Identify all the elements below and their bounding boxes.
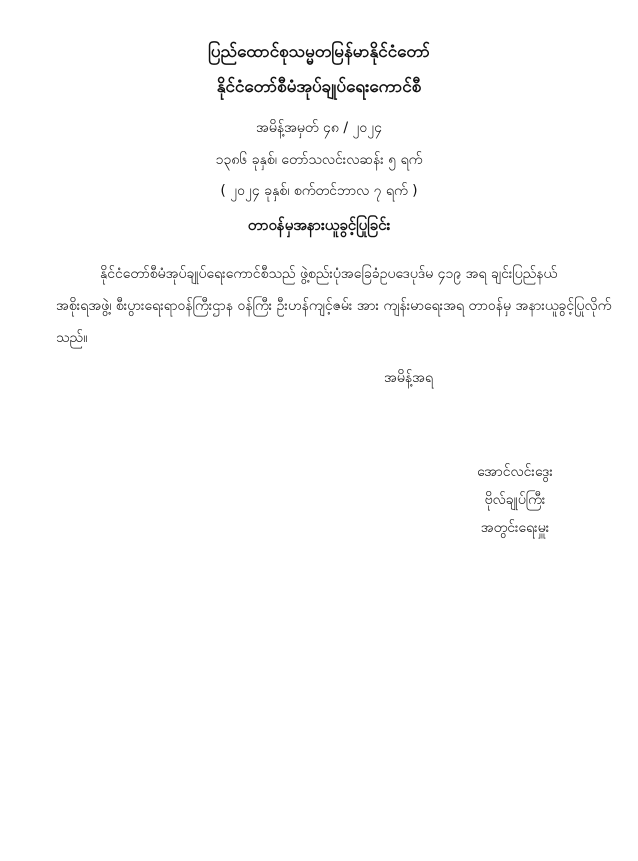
council-name-heading: နိုင်ငံတော်စီမံအုပ်ချုပ်ရေးကောင်စီ	[216, 77, 422, 97]
state-name-heading: ပြည်ထောင်စုသမ္မတမြန်မာနိုင်ငံတော်	[208, 42, 430, 62]
order-subject: တာဝန်မှအနားယူခွင့်ပြုခြင်း	[247, 216, 391, 234]
myanmar-date: ၁၃၈၆ ခုနှစ်၊ တော်သလင်းလဆန်း ၅ ရက်	[215, 152, 423, 168]
by-order-label: အမိန့်အရ	[384, 370, 433, 386]
signatory-rank: ဗိုလ်ချုပ်ကြီး	[484, 492, 546, 508]
order-number: အမိန့်အမှတ် ၄၈ / ၂၀၂၄	[255, 120, 383, 136]
gregorian-date: ( ၂၀၂၄ ခုနှစ်၊ စက်တင်ဘာလ ၇ ရက် )	[220, 183, 418, 199]
signatory-name: အောင်လင်းဒွေး	[477, 464, 553, 480]
signatory-title: အတွင်းရေးမှူး	[480, 520, 550, 536]
order-body-paragraph: နိုင်ငံတော်စီမံအုပ်ချုပ်ရေးကောင်စီသည် ဖွဲ့စည်းပုံအခြေခံဥပဒေပုဒ်မ ၄၁၉ အရ ချင်းပြည်နယ် အစိုးရအဖွဲ့၊ စီးပွားရေးရာဝန်ကြီးဌာန ဝန်ကြီး ဦးဟန်ကျင့်ဇမ်း အား ကျန်းမာရေးအရ တာဝန်မှ အနားယူခွင့်ပြုလိုက်သည်။	[56, 266, 612, 346]
